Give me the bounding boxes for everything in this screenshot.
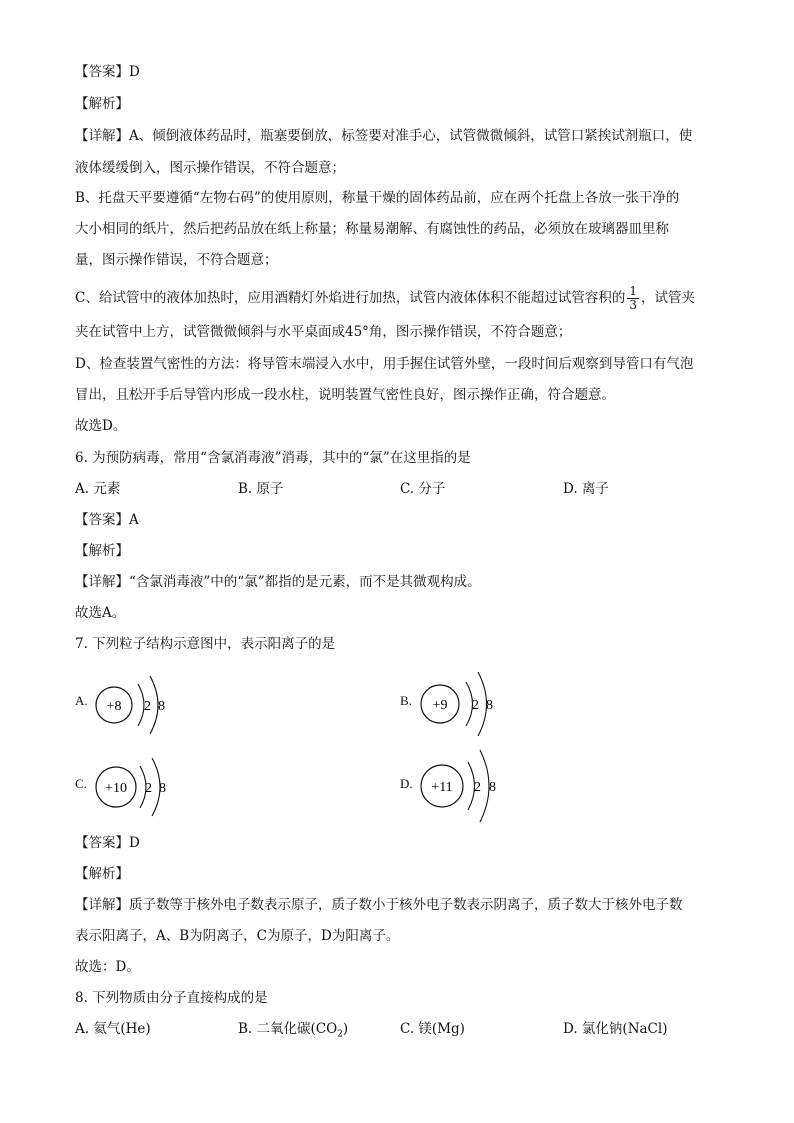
- analysis-label: 【解析】: [75, 866, 129, 882]
- option-d: D. 离子: [563, 481, 609, 497]
- option-d: D. 氯化钠(NaCl): [563, 1021, 668, 1037]
- nucleus-charge: +10: [105, 781, 127, 796]
- nucleus-charge: +8: [106, 699, 122, 714]
- fraction: [627, 285, 639, 312]
- question-stem: 6. 为预防病毒，常用“含氯消毒液”消毒，其中的“氯”在这里指的是: [75, 450, 471, 466]
- fraction-denominator: 3: [629, 298, 637, 312]
- answer-label: 【答案】D: [75, 835, 140, 851]
- detail-line: [75, 285, 695, 312]
- analysis-label: 【解析】: [75, 543, 129, 559]
- option-b: [238, 1019, 348, 1045]
- shell-electrons: 8: [159, 781, 166, 796]
- shell-electrons: 8: [158, 699, 165, 714]
- detail-line: 【详解】“含氯消毒液”中的“氯”都指的是元素，而不是其微观构成。: [75, 574, 481, 590]
- shell-electrons: 2: [145, 781, 152, 796]
- detail-line: 液体缓缓倒入，图示操作错误，不符合题意；: [75, 160, 345, 176]
- answer-label: 【答案】A: [75, 512, 139, 528]
- conclusion: 故选：D。: [75, 959, 140, 975]
- answer-label: 【答案】D: [75, 64, 140, 80]
- option-c: C. 镁(Mg): [400, 1021, 465, 1037]
- detail-line: B、托盘天平要遵循“左物右码”的使用原则，称量干燥的固体药品前，应在两个托盘上各放一张干净的: [75, 190, 680, 206]
- question-stem: 8. 下列物质由分子直接构成的是: [75, 990, 268, 1006]
- option-a: A. 氦气(He): [75, 1021, 151, 1037]
- conclusion: 故选D。: [75, 418, 127, 434]
- shell-electrons: 2: [474, 780, 481, 795]
- atom-diagram-b: [418, 668, 508, 740]
- detail-line: 量，图示操作错误，不符合题意；: [75, 252, 278, 268]
- detail-text: C、给试管中的液体加热时，应用酒精灯外焰进行加热，试管内液体体积不能超过试管容积的: [75, 290, 626, 306]
- detail-line: 冒出，且松开手后导管内形成一段水柱，说明装置气密性良好，图示操作正确，符合题意。: [75, 387, 615, 403]
- diagram-label: C.: [75, 776, 87, 791]
- detail-text: ，试管夹: [640, 290, 695, 306]
- subscript: 2: [337, 1029, 343, 1040]
- nucleus-charge: +11: [431, 780, 453, 795]
- detail-line: 大小相同的纸片，然后把药品放在纸上称量；称量易潮解、有腐蚀性的药品，必须放在玻璃器皿里称: [75, 221, 669, 237]
- conclusion: 故选A。: [75, 605, 126, 621]
- option-b-text: ): [342, 1021, 349, 1037]
- electron-shell-arc: [480, 750, 489, 822]
- diagram-label: D.: [400, 776, 413, 791]
- diagram-label: B.: [400, 693, 412, 708]
- shell-electrons: 2: [144, 699, 151, 714]
- detail-line: 【详解】质子数等于核外电子数表示原子，质子数小于核外电子数表示阴离子，质子数大于核外电子数: [75, 897, 683, 913]
- detail-line: 夹在试管中上方，试管微微倾斜与水平桌面成45°角，图示操作错误，不符合题意；: [75, 324, 572, 340]
- fraction-numerator: 1: [629, 284, 637, 298]
- atom-diagram-d: [418, 746, 510, 826]
- detail-line: 表示阳离子，A、B为阴离子，C为原子，D为阳离子。: [75, 928, 400, 944]
- electron-shell-arc: [150, 676, 158, 734]
- shell-electrons: 8: [489, 780, 496, 795]
- detail-line: D、检查装置气密性的方法：将导管末端浸入水中，用手握住试管外壁，一段时间后观察到导管口有气泡: [75, 356, 694, 372]
- analysis-label: 【解析】: [75, 96, 129, 112]
- option-b-text: B. 二氧化碳(CO: [238, 1021, 338, 1037]
- diagram-label: A.: [75, 693, 88, 708]
- atom-diagram-a: [92, 672, 182, 738]
- nucleus-charge: +9: [432, 698, 448, 713]
- option-b: B. 原子: [238, 481, 284, 497]
- option-a: A. 元素: [75, 481, 121, 497]
- shell-electrons: 8: [486, 698, 493, 713]
- question-stem: 7. 下列粒子结构示意图中，表示阳离子的是: [75, 636, 336, 652]
- detail-line: 【详解】A、倾倒液体药品时，瓶塞要倒放，标签要对准手心，试管微微倾斜，试管口紧挨试剂瓶口，使: [75, 128, 693, 144]
- shell-electrons: 2: [472, 698, 479, 713]
- option-c: C. 分子: [400, 481, 446, 497]
- atom-diagram-c: [92, 754, 182, 820]
